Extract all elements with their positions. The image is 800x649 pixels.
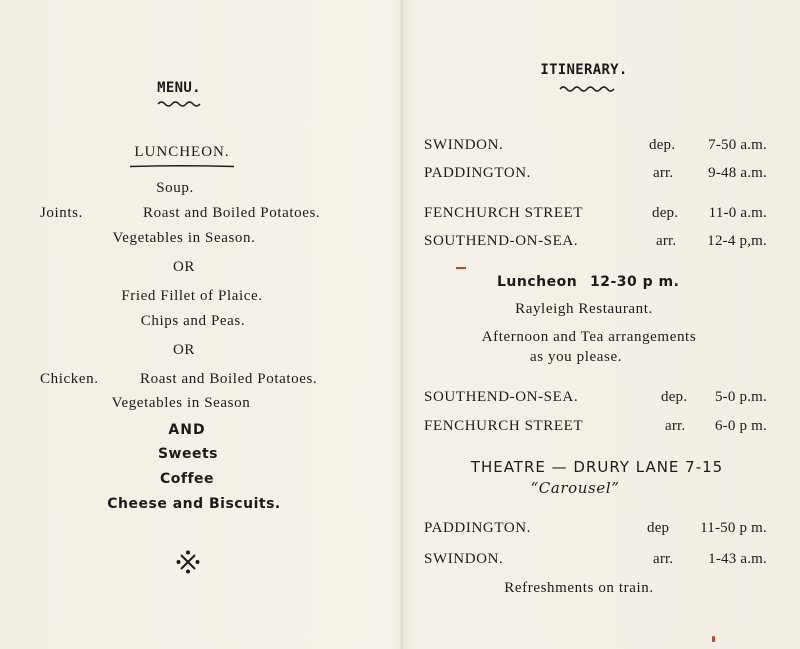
menu-vegetables-1: Vegetables in Season. — [112, 230, 256, 246]
return-leg-1-time: 5-0 p.m. — [714, 389, 767, 405]
menu-cheese: Cheese and Biscuits. — [107, 496, 281, 512]
leg-4-time: 12-4 p,m. — [707, 233, 767, 249]
leg-2-time: 9-48 a.m. — [708, 165, 767, 181]
ornament-icon — [175, 549, 201, 575]
leg-4-place: SOUTHEND-ON-SEA. — [424, 233, 579, 249]
return-leg-2-time: 6-0 p m. — [714, 418, 767, 434]
final-leg-1-time: 11-50 p m. — [700, 520, 767, 536]
menu-sweets: Sweets — [157, 446, 219, 462]
final-leg-2-place: SWINDON. — [424, 551, 504, 567]
return-leg-2-kind: arr. — [665, 418, 686, 434]
menu-or-1: OR — [172, 259, 196, 275]
luncheon-underline — [130, 165, 234, 168]
menu-chicken-label: Chicken. — [40, 371, 99, 387]
return-leg-2-place: FENCHURCH STREET — [424, 418, 584, 434]
final-leg-2-kind: arr. — [653, 551, 674, 567]
menu-heading: MENU. — [157, 80, 201, 96]
afternoon-line-2: as you please. — [529, 349, 623, 365]
return-leg-1-kind: dep. — [661, 389, 688, 405]
restaurant: Rayleigh Restaurant. — [515, 301, 653, 317]
menu-and: AND — [168, 422, 206, 438]
menu-chicken-desc: Roast and Boiled Potatoes. — [140, 371, 318, 387]
final-leg-1-place: PADDINGTON. — [424, 520, 532, 536]
itinerary-heading: ITINERARY. — [540, 62, 628, 78]
leg-2-kind: arr. — [653, 165, 674, 181]
final-leg-2-time: 1-43 a.m. — [708, 551, 767, 567]
ink-mark — [456, 267, 466, 269]
return-leg-1-place: SOUTHEND-ON-SEA. — [424, 389, 579, 405]
luncheon-label: Luncheon — [497, 274, 578, 290]
leg-1-time: 7-50 a.m. — [708, 137, 767, 153]
leg-3-kind: dep. — [652, 205, 679, 221]
show-title: “Carousel” — [530, 479, 620, 497]
refreshments: Refreshments on train. — [504, 580, 654, 596]
menu-soup: Soup. — [156, 180, 194, 196]
menu-heading-flourish — [158, 100, 200, 108]
itinerary-heading-flourish — [560, 85, 614, 93]
leg-2-place: PADDINGTON. — [424, 165, 532, 181]
menu-coffee: Coffee — [159, 471, 215, 487]
menu-or-2: OR — [172, 342, 196, 358]
menu-vegetables-2: Vegetables in Season — [111, 395, 251, 411]
luncheon-time: 12-30 p m. — [590, 274, 680, 290]
leg-4-kind: arr. — [656, 233, 677, 249]
menu-joints-desc: Roast and Boiled Potatoes. — [143, 205, 321, 221]
final-leg-1-kind: dep — [647, 520, 670, 536]
menu-plaice: Fried Fillet of Plaice. — [121, 288, 263, 304]
leg-1-place: SWINDON. — [424, 137, 504, 153]
theatre: THEATRE — DRURY LANE 7-15 — [470, 458, 724, 476]
leg-3-place: FENCHURCH STREET — [424, 205, 584, 221]
leg-1-kind: dep. — [649, 137, 676, 153]
afternoon-line-1: Afternoon and Tea arrangements — [481, 329, 697, 345]
luncheon-heading: LUNCHEON. — [134, 144, 230, 160]
menu-chips: Chips and Peas. — [140, 313, 246, 329]
menu-joints-label: Joints. — [40, 205, 83, 221]
leg-3-time: 11-0 a.m. — [708, 205, 767, 221]
ink-speck — [712, 636, 715, 642]
center-fold — [400, 0, 404, 649]
